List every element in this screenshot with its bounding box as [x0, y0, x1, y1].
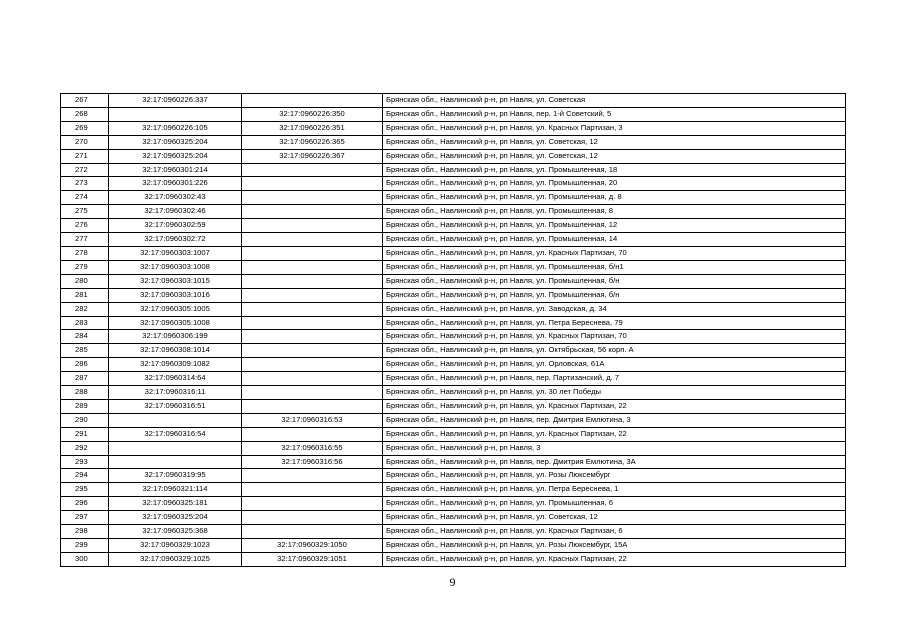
- table-row: [61, 302, 846, 316]
- table-row: [61, 135, 846, 149]
- cadastral-number-2-cell: [242, 330, 383, 344]
- row-number-cell: 296: [61, 497, 109, 511]
- cadastral-number-2-cell: [242, 469, 383, 483]
- row-number-cell: 275: [61, 205, 109, 219]
- cadastral-number-cell: 32:17:0960316:11: [109, 386, 242, 400]
- table-row: [61, 191, 846, 205]
- table-row: [61, 260, 846, 274]
- cadastral-number-2-cell: 32:17:0960316:53: [242, 413, 383, 427]
- cadastral-number-cell: [109, 441, 242, 455]
- cadastral-number-2-cell: 32:17:0960226:365: [242, 135, 383, 149]
- address-cell: Брянская обл., Навлинский р-н, рп Навля, ул. Красных Партизан, 70: [383, 330, 846, 344]
- cadastral-number-cell: 32:17:0960309:1082: [109, 358, 242, 372]
- table-row: [61, 455, 846, 469]
- cadastral-number-cell: 32:17:0960226:105: [109, 121, 242, 135]
- table-row: [61, 497, 846, 511]
- row-number-cell: 271: [61, 149, 109, 163]
- table-row: [61, 94, 846, 108]
- address-cell: Брянская обл., Навлинский р-н, рп Навля, ул. Красных Партизан, 3: [383, 121, 846, 135]
- table-row: [61, 219, 846, 233]
- cadastral-number-2-cell: 32:17:0960226:367: [242, 149, 383, 163]
- address-cell: Брянская обл., Навлинский р-н, рп Навля, ул. Красных Партизан, 22: [383, 552, 846, 566]
- row-number-cell: 290: [61, 413, 109, 427]
- address-cell: Брянская обл., Навлинский р-н, рп Навля, ул. Промышленная, б/н1: [383, 260, 846, 274]
- row-number-cell: 299: [61, 539, 109, 553]
- row-number-cell: 287: [61, 372, 109, 386]
- row-number-cell: 283: [61, 316, 109, 330]
- table-row: [61, 386, 846, 400]
- table-row: [61, 330, 846, 344]
- table-row: [61, 233, 846, 247]
- address-cell: Брянская обл., Навлинский р-н, рп Навля, ул. Промышленная, б/н: [383, 274, 846, 288]
- row-number-cell: 300: [61, 552, 109, 566]
- row-number-cell: 269: [61, 121, 109, 135]
- cadastral-number-2-cell: [242, 372, 383, 386]
- cadastral-number-2-cell: [242, 344, 383, 358]
- row-number-cell: 281: [61, 288, 109, 302]
- cadastral-number-2-cell: [242, 205, 383, 219]
- cadastral-number-2-cell: [242, 358, 383, 372]
- cadastral-number-2-cell: [242, 163, 383, 177]
- cadastral-number-cell: 32:17:0960314:64: [109, 372, 242, 386]
- table-row: [61, 107, 846, 121]
- cadastral-number-2-cell: 32:17:0960226:350: [242, 107, 383, 121]
- table-row: [61, 149, 846, 163]
- cadastral-number-cell: [109, 413, 242, 427]
- cadastral-number-cell: 32:17:0960325:204: [109, 149, 242, 163]
- row-number-cell: 286: [61, 358, 109, 372]
- cadastral-number-2-cell: [242, 177, 383, 191]
- address-cell: Брянская обл., Навлинский р-н, рп Навля, 3: [383, 441, 846, 455]
- row-number-cell: 278: [61, 246, 109, 260]
- address-cell: Брянская обл., Навлинский р-н, рп Навля, пер. 1-й Советский, 5: [383, 107, 846, 121]
- cadastral-number-2-cell: [242, 316, 383, 330]
- table-row: [61, 121, 846, 135]
- table-row: [61, 511, 846, 525]
- row-number-cell: 294: [61, 469, 109, 483]
- cadastral-number-2-cell: [242, 191, 383, 205]
- cadastral-number-2-cell: [242, 427, 383, 441]
- row-number-cell: 298: [61, 525, 109, 539]
- property-table-body: [61, 94, 846, 567]
- cadastral-number-2-cell: [242, 274, 383, 288]
- cadastral-number-2-cell: [242, 94, 383, 108]
- cadastral-number-cell: 32:17:0960305:1005: [109, 302, 242, 316]
- address-cell: Брянская обл., Навлинский р-н, рп Навля, ул. Советская, 12: [383, 135, 846, 149]
- cadastral-number-cell: 32:17:0960325:204: [109, 135, 242, 149]
- cadastral-number-2-cell: [242, 246, 383, 260]
- address-cell: Брянская обл., Навлинский р-н, рп Навля, пер. Дмитрия Емлютина, 3: [383, 413, 846, 427]
- address-cell: Брянская обл., Навлинский р-н, рп Навля, ул. Советская, 12: [383, 149, 846, 163]
- address-cell: Брянская обл., Навлинский р-н, рп Навля, ул. Петра Береснева, 1: [383, 483, 846, 497]
- cadastral-number-2-cell: 32:17:0960226:351: [242, 121, 383, 135]
- cadastral-number-cell: 32:17:0960301:214: [109, 163, 242, 177]
- cadastral-number-cell: 32:17:0960325:181: [109, 497, 242, 511]
- cadastral-number-2-cell: [242, 233, 383, 247]
- cadastral-number-cell: 32:17:0960308:1014: [109, 344, 242, 358]
- cadastral-number-cell: 32:17:0960303:1015: [109, 274, 242, 288]
- cadastral-number-cell: 32:17:0960306:199: [109, 330, 242, 344]
- cadastral-number-cell: 32:17:0960329:1025: [109, 552, 242, 566]
- row-number-cell: 274: [61, 191, 109, 205]
- row-number-cell: 291: [61, 427, 109, 441]
- cadastral-number-cell: 32:17:0960226:337: [109, 94, 242, 108]
- table-row: [61, 274, 846, 288]
- table-row: [61, 469, 846, 483]
- table-row: [61, 483, 846, 497]
- cadastral-number-cell: 32:17:0960321:114: [109, 483, 242, 497]
- address-cell: Брянская обл., Навлинский р-н, рп Навля, ул. Советская: [383, 94, 846, 108]
- row-number-cell: 289: [61, 399, 109, 413]
- table-row: [61, 399, 846, 413]
- row-number-cell: 288: [61, 386, 109, 400]
- row-number-cell: 297: [61, 511, 109, 525]
- table-row: [61, 288, 846, 302]
- cadastral-number-2-cell: 32:17:0960329:1051: [242, 552, 383, 566]
- cadastral-number-2-cell: [242, 302, 383, 316]
- cadastral-number-2-cell: 32:17:0960316:55: [242, 441, 383, 455]
- row-number-cell: 267: [61, 94, 109, 108]
- row-number-cell: 282: [61, 302, 109, 316]
- row-number-cell: 268: [61, 107, 109, 121]
- row-number-cell: 292: [61, 441, 109, 455]
- cadastral-number-cell: [109, 455, 242, 469]
- cadastral-number-2-cell: [242, 483, 383, 497]
- address-cell: Брянская обл., Навлинский р-н, рп Навля, ул. Промышленная, 18: [383, 163, 846, 177]
- table-row: [61, 344, 846, 358]
- address-cell: Брянская обл., Навлинский р-н, рп Навля, ул. Розы Люксембург, 15А: [383, 539, 846, 553]
- cadastral-number-cell: 32:17:0960325:204: [109, 511, 242, 525]
- address-cell: Брянская обл., Навлинский р-н, рп Навля, ул. 30 лет Победы: [383, 386, 846, 400]
- cadastral-number-cell: 32:17:0960316:54: [109, 427, 242, 441]
- cadastral-number-cell: 32:17:0960329:1023: [109, 539, 242, 553]
- cadastral-number-cell: 32:17:0960325:368: [109, 525, 242, 539]
- address-cell: Брянская обл., Навлинский р-н, рп Навля, ул. Орловская, 61А: [383, 358, 846, 372]
- table-row: [61, 525, 846, 539]
- row-number-cell: 280: [61, 274, 109, 288]
- cadastral-number-cell: 32:17:0960302:59: [109, 219, 242, 233]
- address-cell: Брянская обл., Навлинский р-н, рп Навля, ул. Промышленная, д. 8: [383, 191, 846, 205]
- address-cell: Брянская обл., Навлинский р-н, рп Навля, ул. Промышленная, 6: [383, 497, 846, 511]
- row-number-cell: 279: [61, 260, 109, 274]
- table-row: [61, 205, 846, 219]
- table-row: [61, 552, 846, 566]
- address-cell: Брянская обл., Навлинский р-н, рп Навля, пер. Дмитрия Емлютина, 3А: [383, 455, 846, 469]
- row-number-cell: 272: [61, 163, 109, 177]
- cadastral-number-cell: 32:17:0960319:95: [109, 469, 242, 483]
- cadastral-number-cell: 32:17:0960302:43: [109, 191, 242, 205]
- cadastral-number-cell: 32:17:0960305:1008: [109, 316, 242, 330]
- row-number-cell: 285: [61, 344, 109, 358]
- table-row: [61, 427, 846, 441]
- table-row: [61, 246, 846, 260]
- table-row: [61, 539, 846, 553]
- cadastral-number-2-cell: [242, 399, 383, 413]
- row-number-cell: 284: [61, 330, 109, 344]
- cadastral-number-2-cell: [242, 288, 383, 302]
- address-cell: Брянская обл., Навлинский р-н, рп Навля, ул. Промышленная, 14: [383, 233, 846, 247]
- address-cell: Брянская обл., Навлинский р-н, рп Навля, пер. Партизанский, д. 7: [383, 372, 846, 386]
- cadastral-number-2-cell: [242, 386, 383, 400]
- cadastral-number-cell: [109, 107, 242, 121]
- row-number-cell: 276: [61, 219, 109, 233]
- address-cell: Брянская обл., Навлинский р-н, рп Навля, ул. Розы Люксембург: [383, 469, 846, 483]
- cadastral-number-cell: 32:17:0960303:1007: [109, 246, 242, 260]
- property-table: [60, 93, 846, 567]
- cadastral-number-cell: 32:17:0960303:1008: [109, 260, 242, 274]
- row-number-cell: 277: [61, 233, 109, 247]
- address-cell: Брянская обл., Навлинский р-н, рп Навля, ул. Заводская, д. 34: [383, 302, 846, 316]
- table-row: [61, 413, 846, 427]
- address-cell: Брянская обл., Навлинский р-н, рп Навля, ул. Октябрьская, 56 корп. А: [383, 344, 846, 358]
- cadastral-number-cell: 32:17:0960303:1016: [109, 288, 242, 302]
- address-cell: Брянская обл., Навлинский р-н, рп Навля, ул. Красных Партизан, 22: [383, 399, 846, 413]
- cadastral-number-2-cell: [242, 219, 383, 233]
- row-number-cell: 295: [61, 483, 109, 497]
- cadastral-number-2-cell: 32:17:0960316:56: [242, 455, 383, 469]
- table-row: [61, 372, 846, 386]
- address-cell: Брянская обл., Навлинский р-н, рп Навля, ул. Красных Партизан, 70: [383, 246, 846, 260]
- address-cell: Брянская обл., Навлинский р-н, рп Навля, ул. Промышленная, б/н: [383, 288, 846, 302]
- cadastral-number-cell: 32:17:0960316:51: [109, 399, 242, 413]
- row-number-cell: 293: [61, 455, 109, 469]
- table-row: [61, 177, 846, 191]
- cadastral-number-2-cell: [242, 511, 383, 525]
- table-row: [61, 358, 846, 372]
- table-row: [61, 163, 846, 177]
- address-cell: Брянская обл., Навлинский р-н, рп Навля, ул. Промышленная, 12: [383, 219, 846, 233]
- cadastral-number-2-cell: [242, 497, 383, 511]
- address-cell: Брянская обл., Навлинский р-н, рп Навля, ул. Советская, 12: [383, 511, 846, 525]
- cadastral-number-2-cell: 32:17:0960329:1050: [242, 539, 383, 553]
- address-cell: Брянская обл., Навлинский р-н, рп Навля, ул. Петра Береснева, 79: [383, 316, 846, 330]
- cadastral-number-2-cell: [242, 525, 383, 539]
- page-number: 9: [449, 575, 456, 589]
- cadastral-number-cell: 32:17:0960302:46: [109, 205, 242, 219]
- address-cell: Брянская обл., Навлинский р-н, рп Навля, ул. Промышленная, 8: [383, 205, 846, 219]
- table-row: [61, 316, 846, 330]
- cadastral-number-cell: 32:17:0960302:72: [109, 233, 242, 247]
- address-cell: Брянская обл., Навлинский р-н, рп Навля, ул. Красных Партизан, 6: [383, 525, 846, 539]
- address-cell: Брянская обл., Навлинский р-н, рп Навля, ул. Промышленная, 20: [383, 177, 846, 191]
- table-row: [61, 441, 846, 455]
- row-number-cell: 270: [61, 135, 109, 149]
- address-cell: Брянская обл., Навлинский р-н, рп Навля, ул. Красных Партизан, 22: [383, 427, 846, 441]
- cadastral-number-cell: 32:17:0960301:226: [109, 177, 242, 191]
- row-number-cell: 273: [61, 177, 109, 191]
- cadastral-number-2-cell: [242, 260, 383, 274]
